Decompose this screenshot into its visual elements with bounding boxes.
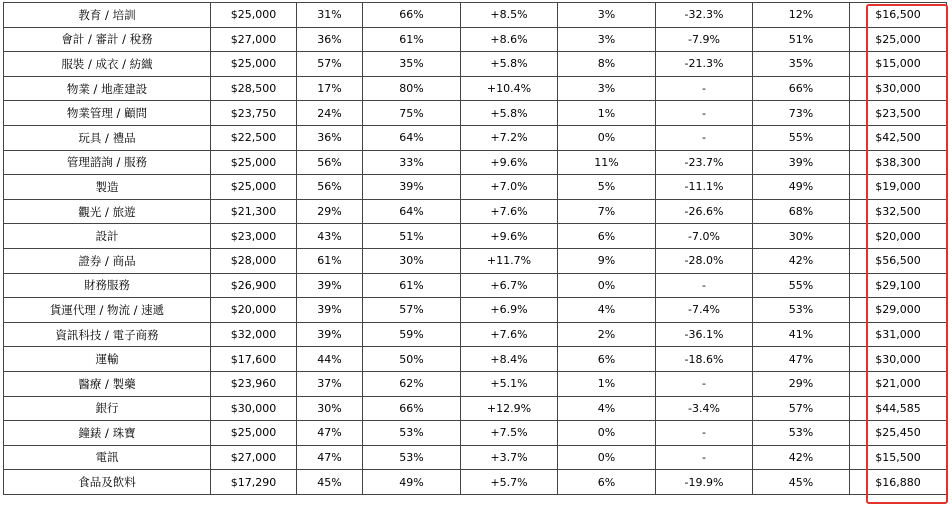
col1-cell: $25,000 (211, 3, 297, 28)
col6-cell: -21.3% (656, 52, 753, 77)
col7-cell: 57% (753, 396, 850, 421)
table-row (4, 371, 947, 396)
col8-cell: $23,500 (850, 101, 947, 126)
col5-cell: 1% (558, 371, 656, 396)
col5-cell: 4% (558, 298, 656, 323)
table-row (4, 421, 947, 446)
col3-cell: 66% (363, 396, 461, 421)
col6-cell: -32.3% (656, 3, 753, 28)
col8-cell: $16,500 (850, 3, 947, 28)
col6-cell: -7.4% (656, 298, 753, 323)
col5-cell: 4% (558, 396, 656, 421)
col1-cell: $17,600 (211, 347, 297, 372)
col7-cell: 51% (753, 27, 850, 52)
col8-cell: $20,000 (850, 224, 947, 249)
col2-cell: 36% (297, 125, 363, 150)
col4-cell: +7.2% (461, 125, 558, 150)
col1-cell: $28,000 (211, 248, 297, 273)
col3-cell: 64% (363, 199, 461, 224)
table-row (4, 3, 947, 28)
table-row (4, 52, 947, 77)
col1-cell: $27,000 (211, 445, 297, 470)
col4-cell: +5.8% (461, 101, 558, 126)
col8-cell: $21,000 (850, 371, 947, 396)
col7-cell: 53% (753, 421, 850, 446)
industry-cell: 資訊科技 / 電子商務 (4, 322, 211, 347)
col8-cell: $56,500 (850, 248, 947, 273)
col3-cell: 53% (363, 421, 461, 446)
col6-cell: - (656, 125, 753, 150)
col8-cell: $30,000 (850, 76, 947, 101)
industry-cell: 食品及飲料 (4, 470, 211, 495)
industry-cell: 證券 / 商品 (4, 248, 211, 273)
table-row (4, 27, 947, 52)
col6-cell: -23.7% (656, 150, 753, 175)
col2-cell: 47% (297, 421, 363, 446)
col1-cell: $26,900 (211, 273, 297, 298)
table-body (4, 3, 947, 495)
col7-cell: 42% (753, 248, 850, 273)
col5-cell: 7% (558, 199, 656, 224)
col2-cell: 56% (297, 150, 363, 175)
col3-cell: 66% (363, 3, 461, 28)
salary-table (3, 2, 947, 495)
col8-cell: $16,880 (850, 470, 947, 495)
col2-cell: 61% (297, 248, 363, 273)
col5-cell: 3% (558, 27, 656, 52)
table-row (4, 125, 947, 150)
col4-cell: +3.7% (461, 445, 558, 470)
table-row (4, 248, 947, 273)
col7-cell: 49% (753, 175, 850, 200)
col5-cell: 3% (558, 3, 656, 28)
col7-cell: 42% (753, 445, 850, 470)
table-row (4, 322, 947, 347)
industry-cell: 鐘錶 / 珠寶 (4, 421, 211, 446)
col1-cell: $27,000 (211, 27, 297, 52)
col5-cell: 2% (558, 322, 656, 347)
col6-cell: -36.1% (656, 322, 753, 347)
col6-cell: - (656, 101, 753, 126)
col2-cell: 31% (297, 3, 363, 28)
col8-cell: $19,000 (850, 175, 947, 200)
col3-cell: 33% (363, 150, 461, 175)
col2-cell: 45% (297, 470, 363, 495)
table-row (4, 445, 947, 470)
col4-cell: +7.6% (461, 199, 558, 224)
industry-cell: 管理諮詢 / 服務 (4, 150, 211, 175)
col4-cell: +7.5% (461, 421, 558, 446)
col2-cell: 39% (297, 273, 363, 298)
table-row (4, 347, 947, 372)
col2-cell: 37% (297, 371, 363, 396)
col5-cell: 6% (558, 470, 656, 495)
industry-cell: 製造 (4, 175, 211, 200)
table-row (4, 273, 947, 298)
col2-cell: 36% (297, 27, 363, 52)
col2-cell: 39% (297, 322, 363, 347)
col5-cell: 11% (558, 150, 656, 175)
col5-cell: 9% (558, 248, 656, 273)
col6-cell: -18.6% (656, 347, 753, 372)
col2-cell: 57% (297, 52, 363, 77)
col8-cell: $29,000 (850, 298, 947, 323)
col7-cell: 55% (753, 273, 850, 298)
col3-cell: 50% (363, 347, 461, 372)
col4-cell: +11.7% (461, 248, 558, 273)
col1-cell: $23,960 (211, 371, 297, 396)
industry-cell: 觀光 / 旅遊 (4, 199, 211, 224)
col2-cell: 17% (297, 76, 363, 101)
col3-cell: 39% (363, 175, 461, 200)
col3-cell: 62% (363, 371, 461, 396)
col7-cell: 47% (753, 347, 850, 372)
col2-cell: 24% (297, 101, 363, 126)
industry-cell: 會計 / 審計 / 稅務 (4, 27, 211, 52)
table-row (4, 199, 947, 224)
col7-cell: 53% (753, 298, 850, 323)
col6-cell: -26.6% (656, 199, 753, 224)
col7-cell: 45% (753, 470, 850, 495)
col8-cell: $44,585 (850, 396, 947, 421)
col2-cell: 47% (297, 445, 363, 470)
col7-cell: 29% (753, 371, 850, 396)
col1-cell: $21,300 (211, 199, 297, 224)
col1-cell: $22,500 (211, 125, 297, 150)
col5-cell: 0% (558, 125, 656, 150)
col8-cell: $31,000 (850, 322, 947, 347)
table-row (4, 224, 947, 249)
col7-cell: 35% (753, 52, 850, 77)
col4-cell: +8.6% (461, 27, 558, 52)
col5-cell: 0% (558, 421, 656, 446)
col7-cell: 66% (753, 76, 850, 101)
col5-cell: 6% (558, 347, 656, 372)
col7-cell: 41% (753, 322, 850, 347)
col1-cell: $20,000 (211, 298, 297, 323)
col3-cell: 59% (363, 322, 461, 347)
col6-cell: - (656, 273, 753, 298)
col6-cell: -19.9% (656, 470, 753, 495)
col3-cell: 80% (363, 76, 461, 101)
col4-cell: +7.6% (461, 322, 558, 347)
col3-cell: 53% (363, 445, 461, 470)
col5-cell: 0% (558, 273, 656, 298)
industry-cell: 物業管理 / 顧問 (4, 101, 211, 126)
industry-cell: 教育 / 培訓 (4, 3, 211, 28)
col2-cell: 56% (297, 175, 363, 200)
col2-cell: 30% (297, 396, 363, 421)
col3-cell: 51% (363, 224, 461, 249)
col4-cell: +5.8% (461, 52, 558, 77)
col1-cell: $25,000 (211, 421, 297, 446)
industry-cell: 貨運代理 / 物流 / 速遞 (4, 298, 211, 323)
industry-cell: 設計 (4, 224, 211, 249)
table-row (4, 396, 947, 421)
table-row (4, 150, 947, 175)
col5-cell: 1% (558, 101, 656, 126)
table-row (4, 101, 947, 126)
col7-cell: 39% (753, 150, 850, 175)
col4-cell: +10.4% (461, 76, 558, 101)
col1-cell: $17,290 (211, 470, 297, 495)
col4-cell: +8.4% (461, 347, 558, 372)
col8-cell: $29,100 (850, 273, 947, 298)
col5-cell: 5% (558, 175, 656, 200)
col5-cell: 3% (558, 76, 656, 101)
industry-cell: 玩具 / 禮品 (4, 125, 211, 150)
col4-cell: +5.7% (461, 470, 558, 495)
col7-cell: 68% (753, 199, 850, 224)
col7-cell: 55% (753, 125, 850, 150)
col5-cell: 0% (558, 445, 656, 470)
col6-cell: - (656, 76, 753, 101)
col6-cell: - (656, 421, 753, 446)
col4-cell: +9.6% (461, 224, 558, 249)
col6-cell: - (656, 445, 753, 470)
col1-cell: $25,000 (211, 52, 297, 77)
col4-cell: +9.6% (461, 150, 558, 175)
col2-cell: 43% (297, 224, 363, 249)
col1-cell: $30,000 (211, 396, 297, 421)
col6-cell: -7.9% (656, 27, 753, 52)
industry-cell: 運輸 (4, 347, 211, 372)
col6-cell: -11.1% (656, 175, 753, 200)
col4-cell: +6.9% (461, 298, 558, 323)
col3-cell: 75% (363, 101, 461, 126)
table-row (4, 76, 947, 101)
col5-cell: 8% (558, 52, 656, 77)
col3-cell: 30% (363, 248, 461, 273)
col7-cell: 30% (753, 224, 850, 249)
col1-cell: $23,000 (211, 224, 297, 249)
col3-cell: 61% (363, 273, 461, 298)
col5-cell: 6% (558, 224, 656, 249)
col1-cell: $25,000 (211, 150, 297, 175)
table-row (4, 470, 947, 495)
industry-cell: 物業 / 地產建設 (4, 76, 211, 101)
col8-cell: $42,500 (850, 125, 947, 150)
col3-cell: 35% (363, 52, 461, 77)
col6-cell: - (656, 371, 753, 396)
col8-cell: $25,450 (850, 421, 947, 446)
col1-cell: $28,500 (211, 76, 297, 101)
col3-cell: 64% (363, 125, 461, 150)
col2-cell: 44% (297, 347, 363, 372)
col1-cell: $23,750 (211, 101, 297, 126)
col3-cell: 57% (363, 298, 461, 323)
col4-cell: +8.5% (461, 3, 558, 28)
col7-cell: 73% (753, 101, 850, 126)
col8-cell: $15,000 (850, 52, 947, 77)
industry-cell: 銀行 (4, 396, 211, 421)
col2-cell: 29% (297, 199, 363, 224)
col1-cell: $32,000 (211, 322, 297, 347)
col4-cell: +5.1% (461, 371, 558, 396)
col6-cell: -7.0% (656, 224, 753, 249)
industry-cell: 服裝 / 成衣 / 紡織 (4, 52, 211, 77)
col1-cell: $25,000 (211, 175, 297, 200)
col2-cell: 39% (297, 298, 363, 323)
table-row (4, 175, 947, 200)
industry-cell: 醫療 / 製藥 (4, 371, 211, 396)
col6-cell: -3.4% (656, 396, 753, 421)
col3-cell: 49% (363, 470, 461, 495)
col8-cell: $38,300 (850, 150, 947, 175)
col8-cell: $25,000 (850, 27, 947, 52)
industry-cell: 電訊 (4, 445, 211, 470)
col7-cell: 12% (753, 3, 850, 28)
col4-cell: +7.0% (461, 175, 558, 200)
col4-cell: +12.9% (461, 396, 558, 421)
col8-cell: $30,000 (850, 347, 947, 372)
col4-cell: +6.7% (461, 273, 558, 298)
col8-cell: $15,500 (850, 445, 947, 470)
col3-cell: 61% (363, 27, 461, 52)
industry-cell: 財務服務 (4, 273, 211, 298)
table-row (4, 298, 947, 323)
col8-cell: $32,500 (850, 199, 947, 224)
col6-cell: -28.0% (656, 248, 753, 273)
